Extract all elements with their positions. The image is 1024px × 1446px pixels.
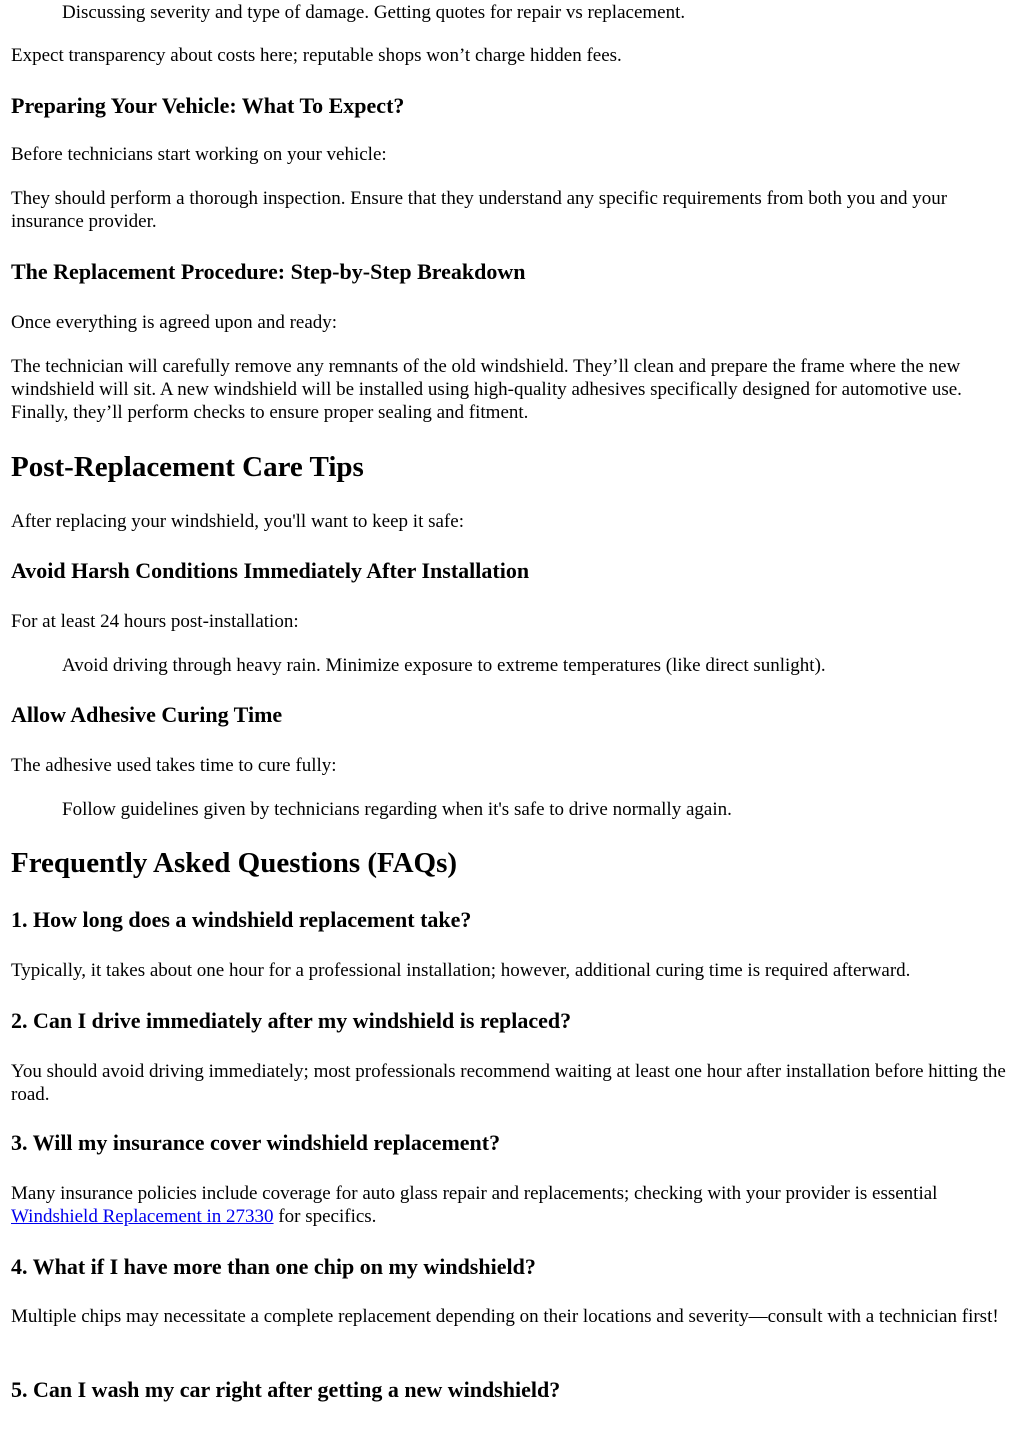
harsh-conditions-heading: Avoid Harsh Conditions Immediately After Installation (11, 558, 530, 583)
faq-question-3: 3. Will my insurance cover windshield replacement? (11, 1130, 501, 1155)
transparency-paragraph: Expect transparency about costs here; reputable shops won’t charge hidden fees. (11, 45, 622, 66)
faq-answer-3-text-after: for specifics. (273, 1206, 377, 1227)
faq-question-2: 2. Can I drive immediately after my windshield is replaced? (11, 1008, 572, 1033)
faq-question-5: 5. Can I wash my car right after getting a new windshield? (11, 1377, 561, 1402)
procedure-intro: Once everything is agreed upon and ready: (11, 312, 338, 333)
damage-list-item: Discussing severity and type of damage. Getting quotes for repair vs replacement. (62, 2, 686, 23)
faq-answer-3 (11, 1182, 1011, 1228)
faq-answer-4: Multiple chips may necessitate a complete replacement depending on their locations and severity—consult with a technician first! (11, 1306, 999, 1327)
windshield-replacement-link[interactable]: Windshield Replacement in 27330 (11, 1206, 274, 1227)
faq-heading: Frequently Asked Questions (FAQs) (11, 847, 458, 879)
harsh-conditions-item: Avoid driving through heavy rain. Minimize exposure to extreme temperatures (like direct sunlight). (62, 655, 826, 676)
preparing-intro: Before technicians start working on your vehicle: (11, 144, 387, 165)
curing-intro: The adhesive used takes time to cure fully: (11, 755, 337, 776)
faq-answer-1: Typically, it takes about one hour for a professional installation; however, additional curing time is required afterward. (11, 960, 911, 981)
procedure-body: The technician will carefully remove any remnants of the old windshield. They’ll clean and prepare the frame where the new windshield will sit. A new windshield will be installed using high-quality adhesives specifically designed for automotive use. Finally, they’ll perform checks to ensure proper sealing and fitment. (11, 356, 962, 423)
care-intro: After replacing your windshield, you'll want to keep it safe: (11, 511, 464, 532)
faq-answer-2: You should avoid driving immediately; most professionals recommend waiting at least one hour after installation before hitting the road. (11, 1061, 1006, 1105)
curing-item: Follow guidelines given by technicians regarding when it's safe to drive normally again. (62, 799, 732, 820)
curing-heading: Allow Adhesive Curing Time (11, 702, 283, 727)
faq-answer-3-text-before: Many insurance policies include coverage for auto glass repair and replacements; checking with your provider is essential (11, 1183, 938, 1204)
procedure-heading: The Replacement Procedure: Step-by-Step Breakdown (11, 259, 526, 284)
faq-question-4: 4. What if I have more than one chip on my windshield? (11, 1254, 536, 1279)
preparing-heading: Preparing Your Vehicle: What To Expect? (11, 93, 405, 118)
preparing-body: They should perform a thorough inspection. Ensure that they understand any specific requirements from both you and your insurance provider. (11, 188, 948, 232)
care-heading: Post-Replacement Care Tips (11, 451, 364, 483)
harsh-conditions-intro: For at least 24 hours post-installation: (11, 611, 299, 632)
faq-question-1: 1. How long does a windshield replacement take? (11, 907, 472, 932)
